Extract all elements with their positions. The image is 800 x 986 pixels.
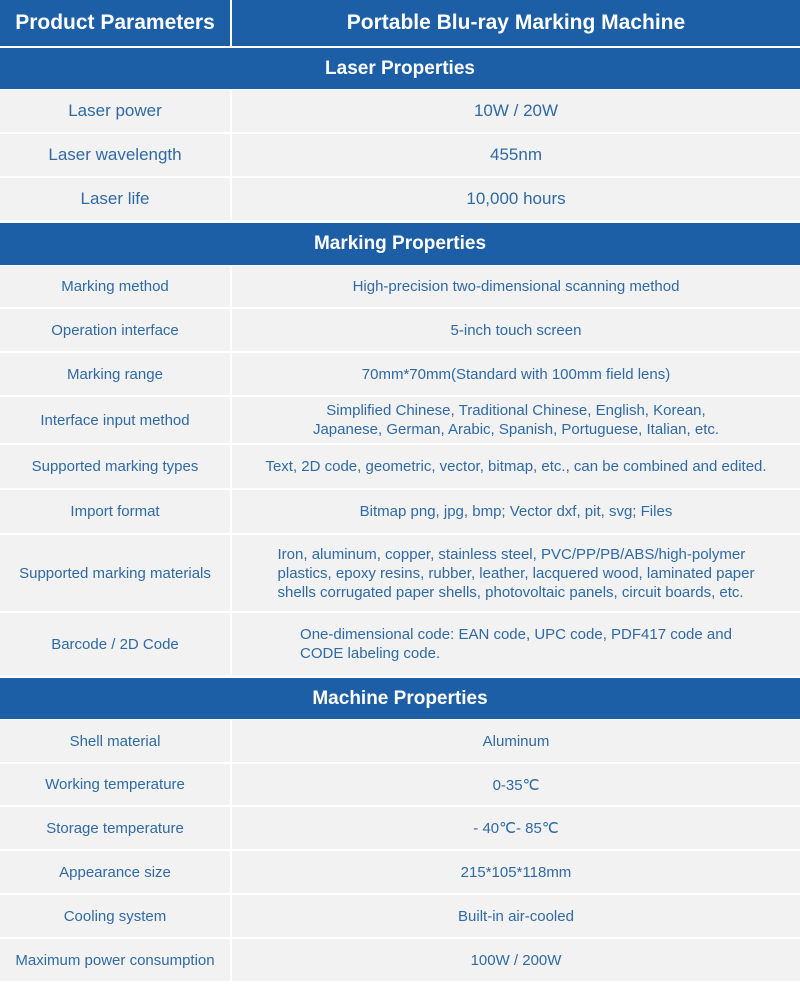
row-label: Working temperature — [0, 764, 232, 805]
table-row — [0, 535, 800, 613]
value-line: Simplified Chinese, Traditional Chinese, English, Korean, — [326, 402, 706, 419]
row-value: - 40℃- 85℃ — [473, 820, 559, 837]
value-line: Iron, aluminum, copper, stainless steel, PVC/PP/PB/ABS/high-polymer — [277, 545, 746, 563]
row-value: High-precision two-dimensional scanning method — [352, 278, 680, 295]
table-row — [0, 90, 800, 134]
value-line: CODE labeling code. — [300, 645, 441, 662]
table-row — [0, 309, 800, 353]
table-row — [0, 490, 800, 535]
row-label: Laser wavelength — [0, 134, 232, 176]
table-row — [0, 764, 800, 807]
row-label: Marking range — [0, 353, 232, 395]
row-value — [232, 613, 800, 675]
header-right: Portable Blu-ray Marking Machine — [346, 11, 686, 34]
table-row — [0, 353, 800, 397]
row-label: Cooling system — [0, 895, 232, 937]
row-label: Supported marking materials — [0, 535, 232, 611]
table-row — [0, 266, 800, 309]
row-value: 215*105*118mm — [460, 863, 572, 881]
row-value: 70mm*70mm(Standard with 100mm field lens) — [361, 365, 671, 383]
row-value: 10W / 20W — [473, 101, 559, 120]
value-line: plastics, epoxy resins, rubber, leather, lacquered wood, laminated paper — [277, 564, 755, 582]
row-label: Import format — [0, 490, 232, 533]
section-title-machine: Machine Properties — [0, 677, 800, 720]
table-row — [0, 134, 800, 178]
row-label: Laser power — [0, 90, 232, 132]
table-row — [0, 397, 800, 445]
row-value: Text, 2D code, geometric, vector, bitmap, etc., can be combined and edited. — [265, 458, 767, 475]
table-row — [0, 939, 800, 983]
value-line: shells corrugated paper shells, photovoltaic panels, circuit boards, etc. — [277, 583, 744, 601]
row-value: 0-35℃ — [492, 776, 540, 794]
row-label: Operation interface — [0, 309, 232, 351]
row-value: Bitmap png, jpg, bmp; Vector dxf, pit, svg; Files — [359, 503, 673, 520]
value-line: One-dimensional code: EAN code, UPC code, PDF417 code and — [300, 626, 732, 643]
table-row — [0, 445, 800, 490]
header-left: Product Parameters — [0, 0, 232, 46]
row-value: 5-inch touch screen — [450, 321, 582, 339]
value-line: Japanese, German, Arabic, Spanish, Portuguese, Italian, etc. — [312, 421, 720, 438]
row-value: Built-in air-cooled — [458, 907, 574, 925]
row-label: Appearance size — [0, 851, 232, 893]
table-row — [0, 720, 800, 764]
row-label: Barcode / 2D Code — [0, 613, 232, 675]
table-row — [0, 851, 800, 895]
table-row — [0, 613, 800, 677]
row-value — [232, 397, 800, 443]
row-label: Interface input method — [0, 397, 232, 443]
row-label: Supported marking types — [0, 445, 232, 488]
table-header — [0, 0, 800, 47]
section-title-laser: Laser Properties — [0, 47, 800, 90]
section-title-marking: Marking Properties — [0, 222, 800, 266]
row-label: Shell material — [0, 720, 232, 762]
row-value: 100W / 200W — [470, 951, 562, 969]
table-row — [0, 807, 800, 851]
row-value: 10,000 hours — [466, 189, 566, 208]
row-value — [232, 535, 800, 611]
row-label: Marking method — [0, 266, 232, 307]
table-row — [0, 178, 800, 222]
row-label: Maximum power consumption — [0, 939, 232, 981]
table-row — [0, 895, 800, 939]
row-label: Laser life — [0, 178, 232, 220]
row-value: 455nm — [490, 145, 542, 164]
row-label: Storage temperature — [0, 807, 232, 849]
row-value: Aluminum — [482, 732, 550, 750]
